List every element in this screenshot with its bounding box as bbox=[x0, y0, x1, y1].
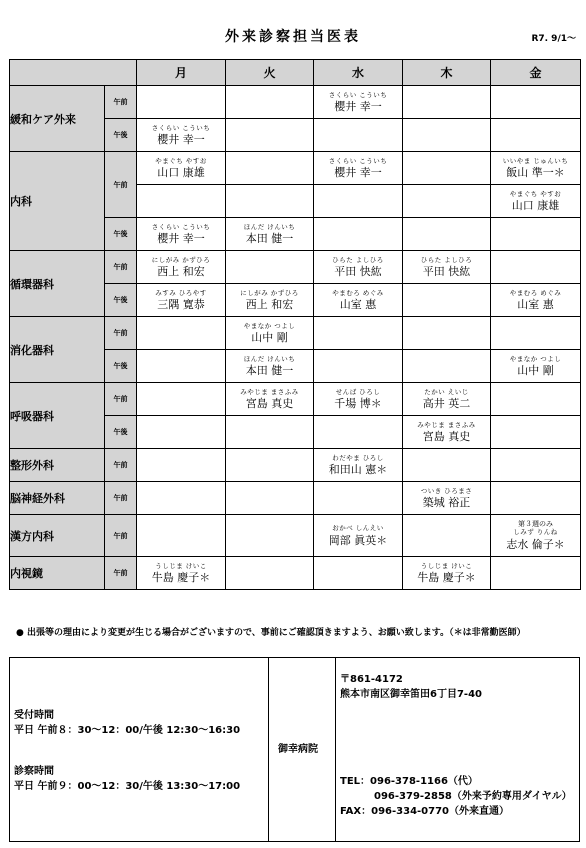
schedule-cell bbox=[226, 383, 314, 416]
day-header: 火 bbox=[226, 60, 314, 86]
doctor-kana: やまむろ めぐみ bbox=[509, 288, 562, 297]
schedule-cell bbox=[314, 86, 403, 119]
schedule-cell bbox=[403, 317, 491, 350]
doctor-kana: みやじま まさふみ bbox=[417, 420, 476, 429]
address-block bbox=[340, 672, 482, 702]
schedule-cell bbox=[137, 557, 226, 590]
schedule-cell bbox=[403, 383, 491, 416]
schedule-cell bbox=[491, 416, 581, 449]
hospital-name: 御幸病院 bbox=[278, 744, 318, 755]
address: 熊本市南区御幸笛田6丁目7-40 bbox=[340, 689, 482, 700]
schedule-cell bbox=[314, 317, 403, 350]
schedule-cell bbox=[403, 251, 491, 284]
doctor-name: 山口 康雄 bbox=[157, 166, 205, 180]
doctor-kana: おかべ しんえい bbox=[332, 524, 384, 533]
time-slot: 午前 bbox=[105, 449, 137, 482]
schedule-row bbox=[10, 383, 581, 416]
doctor-name: 山室 惠 bbox=[517, 298, 554, 312]
effective-date: R7. 9/1～ bbox=[531, 34, 576, 44]
schedule-cell bbox=[491, 350, 581, 383]
schedule-cell bbox=[137, 86, 226, 119]
department-name: 漢方内科 bbox=[10, 515, 105, 557]
schedule-cell bbox=[226, 152, 314, 185]
schedule-row bbox=[10, 557, 581, 590]
doctor-name: 築城 裕正 bbox=[422, 496, 471, 510]
schedule-cell bbox=[226, 350, 314, 383]
schedule-cell bbox=[491, 218, 581, 251]
schedule-cell bbox=[314, 383, 403, 416]
schedule-cell bbox=[226, 185, 314, 218]
schedule-cell bbox=[226, 557, 314, 590]
doctor-kana: ひらた よしひろ bbox=[420, 255, 473, 264]
schedule-cell bbox=[314, 218, 403, 251]
schedule-cell bbox=[491, 317, 581, 350]
schedule-cell bbox=[226, 317, 314, 350]
doctor-kana: うしじま けいこ bbox=[420, 561, 473, 570]
schedule-cell bbox=[491, 383, 581, 416]
schedule-cell bbox=[137, 416, 226, 449]
doctor-kana: ひらた よしひろ bbox=[332, 255, 384, 264]
schedule-cell bbox=[137, 284, 226, 317]
reception-label: 受付時間 bbox=[14, 710, 54, 721]
day-header: 木 bbox=[403, 60, 491, 86]
consult-hours: 平日 午前９：00～12：30/午後 13:30～17:00 bbox=[14, 781, 241, 792]
schedule-cell bbox=[491, 251, 581, 284]
schedule-cell bbox=[137, 515, 226, 557]
schedule-cell bbox=[314, 152, 403, 185]
time-slot: 午前 bbox=[105, 383, 137, 416]
schedule-cell bbox=[226, 119, 314, 152]
schedule-cell bbox=[314, 449, 403, 482]
schedule-cell bbox=[137, 251, 226, 284]
doctor-kana: やまぐち やすお bbox=[155, 156, 207, 165]
schedule-cell bbox=[137, 317, 226, 350]
tel-reservation: 096-379-2858（外来予約専用ダイヤル） bbox=[374, 791, 572, 802]
schedule-row bbox=[10, 515, 581, 557]
schedule-cell bbox=[314, 284, 403, 317]
notice-text: ● 出張等の理由により変更が生じる場合がございますので、事前にご確認頂きますよう、お願い致します。（＊は非常勤医師） bbox=[16, 628, 526, 638]
doctor-name: 飯山 準一＊ bbox=[506, 166, 565, 180]
contact-block bbox=[340, 774, 572, 819]
schedule-row bbox=[10, 482, 581, 515]
doctor-kana: ほんだ けんいち bbox=[243, 354, 296, 363]
department-name: 整形外科 bbox=[10, 449, 105, 482]
time-slot: 午後 bbox=[105, 119, 137, 152]
page-title: 外来診察担当医表 bbox=[225, 29, 361, 45]
schedule-cell bbox=[403, 449, 491, 482]
doctor-name: 櫻井 幸一 bbox=[334, 166, 382, 180]
schedule-cell bbox=[491, 449, 581, 482]
day-header: 月 bbox=[137, 60, 226, 86]
doctor-kana: にしがみ かずひろ bbox=[240, 288, 299, 297]
reception-block bbox=[14, 708, 240, 738]
schedule-cell bbox=[137, 218, 226, 251]
schedule-cell bbox=[226, 284, 314, 317]
schedule-cell bbox=[403, 218, 491, 251]
doctor-name: 山中 剛 bbox=[251, 331, 288, 345]
schedule-cell bbox=[314, 185, 403, 218]
doctor-name: 西上 和宏 bbox=[157, 265, 205, 279]
schedule-row bbox=[10, 449, 581, 482]
schedule-cell bbox=[491, 86, 581, 119]
schedule-cell bbox=[137, 119, 226, 152]
doctor-kana: みすみ ひろやす bbox=[155, 288, 207, 297]
doctor-kana: みやじま まさふみ bbox=[240, 387, 299, 396]
schedule-cell bbox=[226, 449, 314, 482]
schedule-cell bbox=[226, 515, 314, 557]
doctor-name: 山中 剛 bbox=[517, 364, 554, 378]
doctor-name: 本田 健一 bbox=[245, 364, 294, 378]
doctor-name: 三隅 寛恭 bbox=[157, 298, 205, 312]
schedule-table bbox=[9, 59, 581, 590]
doctor-kana: にしがみ かずひろ bbox=[151, 255, 211, 264]
doctor-kana: やまぐち やすお bbox=[509, 189, 562, 198]
schedule-cell bbox=[491, 515, 581, 557]
schedule-cell bbox=[403, 350, 491, 383]
time-slot: 午前 bbox=[105, 86, 137, 119]
schedule-note: 第３週のみ bbox=[518, 520, 553, 529]
schedule-cell bbox=[226, 218, 314, 251]
department-name: 循環器科 bbox=[10, 251, 105, 317]
schedule-cell bbox=[314, 482, 403, 515]
schedule-cell bbox=[403, 557, 491, 590]
time-slot: 午前 bbox=[105, 515, 137, 557]
schedule-cell bbox=[314, 515, 403, 557]
doctor-kana: うしじま けいこ bbox=[155, 561, 207, 570]
doctor-name: 山室 惠 bbox=[339, 298, 377, 312]
divider bbox=[335, 658, 336, 841]
schedule-cell bbox=[314, 251, 403, 284]
doctor-kana: たかい えいじ bbox=[424, 387, 469, 396]
department-name: 緩和ケア外来 bbox=[10, 86, 105, 152]
doctor-kana: ついき ひろまさ bbox=[420, 486, 473, 495]
schedule-cell bbox=[403, 152, 491, 185]
department-name: 内科 bbox=[10, 152, 105, 251]
doctor-name: 平田 快紘 bbox=[422, 265, 471, 279]
schedule-cell bbox=[403, 185, 491, 218]
doctor-name: 西上 和宏 bbox=[245, 298, 294, 312]
schedule-cell bbox=[403, 284, 491, 317]
doctor-name: 櫻井 幸一 bbox=[334, 100, 382, 114]
schedule-cell bbox=[403, 119, 491, 152]
consult-block bbox=[14, 764, 240, 794]
schedule-cell bbox=[491, 119, 581, 152]
doctor-name: 山口 康雄 bbox=[511, 199, 560, 213]
schedule-cell bbox=[491, 284, 581, 317]
schedule-row bbox=[10, 251, 581, 284]
schedule-row bbox=[10, 152, 581, 185]
time-slot: 午後 bbox=[105, 416, 137, 449]
time-slot: 午前 bbox=[105, 482, 137, 515]
schedule-row bbox=[10, 317, 581, 350]
schedule-cell bbox=[226, 416, 314, 449]
time-slot: 午前 bbox=[105, 317, 137, 350]
schedule-cell bbox=[403, 416, 491, 449]
schedule-cell bbox=[403, 86, 491, 119]
department-name: 内視鏡 bbox=[10, 557, 105, 590]
corner-cell bbox=[10, 60, 137, 86]
reception-hours: 平日 午前８：30～12：00/午後 12:30～16:30 bbox=[14, 725, 241, 736]
schedule-cell bbox=[137, 350, 226, 383]
schedule-cell bbox=[314, 119, 403, 152]
schedule-cell bbox=[491, 152, 581, 185]
doctor-name: 櫻井 幸一 bbox=[157, 133, 205, 147]
doctor-name: 高井 英二 bbox=[422, 397, 471, 411]
postal-code: 〒861-4172 bbox=[340, 674, 403, 685]
doctor-name: 岡部 眞英＊ bbox=[328, 533, 388, 547]
doctor-kana: さくらい こういち bbox=[328, 156, 388, 165]
doctor-name: 牛島 慶子＊ bbox=[151, 571, 211, 585]
doctor-kana: やまなか つよし bbox=[243, 321, 296, 330]
schedule-row bbox=[10, 86, 581, 119]
doctor-kana: わだやま ひろし bbox=[332, 453, 384, 462]
doctor-name: 平田 快紘 bbox=[334, 265, 382, 279]
department-name: 消化器科 bbox=[10, 317, 105, 383]
doctor-name: 志水 倫子＊ bbox=[506, 537, 565, 551]
divider bbox=[268, 658, 269, 841]
doctor-kana: しみず りんね bbox=[513, 528, 558, 537]
doctor-name: 宮島 真史 bbox=[245, 397, 294, 411]
schedule-cell bbox=[314, 557, 403, 590]
time-slot: 午前 bbox=[105, 557, 137, 590]
doctor-kana: ほんだ けんいち bbox=[243, 222, 296, 231]
doctor-kana: やまなか つよし bbox=[509, 354, 562, 363]
hospital-info-box bbox=[9, 657, 580, 842]
schedule-cell bbox=[491, 482, 581, 515]
schedule-cell bbox=[491, 185, 581, 218]
schedule-cell bbox=[226, 86, 314, 119]
day-header: 水 bbox=[314, 60, 403, 86]
schedule-cell bbox=[137, 383, 226, 416]
doctor-name: 櫻井 幸一 bbox=[157, 232, 205, 246]
department-name: 脳神経外科 bbox=[10, 482, 105, 515]
schedule-cell bbox=[226, 482, 314, 515]
schedule-cell bbox=[314, 350, 403, 383]
day-header-row bbox=[10, 60, 581, 86]
fax: FAX：096-334-0770（外来直通） bbox=[340, 806, 510, 817]
consult-label: 診察時間 bbox=[14, 766, 54, 777]
doctor-kana: さくらい こういち bbox=[151, 123, 211, 132]
department-name: 呼吸器科 bbox=[10, 383, 105, 449]
time-slot: 午前 bbox=[105, 152, 137, 218]
doctor-name: 宮島 真史 bbox=[422, 430, 471, 444]
tel-main: TEL：096-378-1166（代） bbox=[340, 776, 478, 787]
doctor-name: 本田 健一 bbox=[245, 232, 294, 246]
doctor-kana: さくらい こういち bbox=[151, 222, 211, 231]
doctor-kana: いいやま じゅんいち bbox=[502, 156, 569, 165]
schedule-cell bbox=[137, 482, 226, 515]
time-slot: 午後 bbox=[105, 284, 137, 317]
schedule-cell bbox=[491, 557, 581, 590]
schedule-cell bbox=[137, 185, 226, 218]
schedule-cell bbox=[403, 515, 491, 557]
time-slot: 午後 bbox=[105, 350, 137, 383]
doctor-name: 千場 博＊ bbox=[334, 397, 382, 411]
time-slot: 午後 bbox=[105, 218, 137, 251]
schedule-cell bbox=[137, 449, 226, 482]
schedule-cell bbox=[403, 482, 491, 515]
time-slot: 午前 bbox=[105, 251, 137, 284]
day-header: 金 bbox=[491, 60, 581, 86]
doctor-kana: やまむろ めぐみ bbox=[332, 288, 384, 297]
doctor-kana: さくらい こういち bbox=[328, 90, 388, 99]
doctor-kana: せんば ひろし bbox=[335, 387, 381, 396]
schedule-cell bbox=[314, 416, 403, 449]
doctor-name: 和田山 憲＊ bbox=[328, 463, 388, 477]
schedule-cell bbox=[226, 251, 314, 284]
schedule-cell bbox=[137, 152, 226, 185]
doctor-name: 牛島 慶子＊ bbox=[417, 571, 476, 585]
